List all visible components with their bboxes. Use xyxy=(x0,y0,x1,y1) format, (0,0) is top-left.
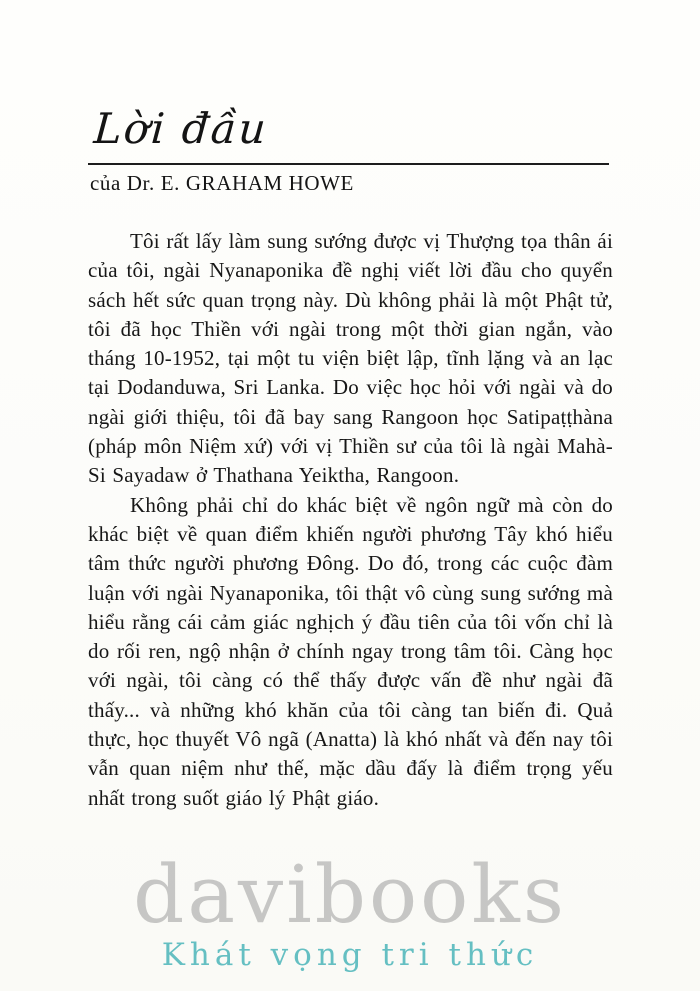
body-paragraph: Tôi rất lấy làm sung sướng được vị Thượng tọa thân ái của tôi, ngài Nyanaponika đề nghị viết lời đầu cho quyển sách hết sức quan trọng này. Dù không phải là một Phật tử, tôi đã học Thiền với ngài trong một thời gian ngắn, vào tháng 10-1952, tại một tu viện biệt lập, tĩnh lặng và an lạc tại Dodanduwa, Sri Lanka. Do việc học hỏi với ngài và do ngài giới thiệu, tôi đã bay sang Rangoon học Satipaṭṭhàna (pháp môn Niệm xứ) với vị Thiền sư của tôi là ngài Mahà-Si Sayadaw ở Thathana Yeiktha, Rangoon. xyxy=(88,229,613,488)
byline: của Dr. E. GRAHAM HOWE xyxy=(90,171,354,195)
body-text xyxy=(88,227,613,813)
page-title: Lời đầu xyxy=(92,104,270,153)
watermark xyxy=(0,848,700,973)
watermark-brand: davibooks xyxy=(133,848,567,941)
watermark-tagline: Khát vọng tri thức xyxy=(161,937,539,973)
title-underline xyxy=(88,163,609,165)
body-paragraph: Không phải chỉ do khác biệt về ngôn ngữ mà còn do khác biệt về quan điểm khiến người phương Tây khó hiểu tâm thức người phương Đông. Do đó, trong các cuộc đàm luận với ngài Nyanaponika, tôi thật vô cùng sung sướng mà hiểu rằng cái cảm giác nghịch ý đầu tiên của tôi vốn chỉ là do rối ren, ngộ nhận ở chính ngay trong tâm tôi. Càng học với ngài, tôi càng có thể thấy được vấn đề như ngài đã thấy... và những khó khăn của tôi càng tan biến đi. Quả thực, học thuyết Vô ngã (Anatta) là khó nhất và đến nay tôi vẫn quan niệm như thế, mặc dầu đấy là điểm trọng yếu nhất trong suốt giáo lý Phật giáo. xyxy=(88,492,613,810)
